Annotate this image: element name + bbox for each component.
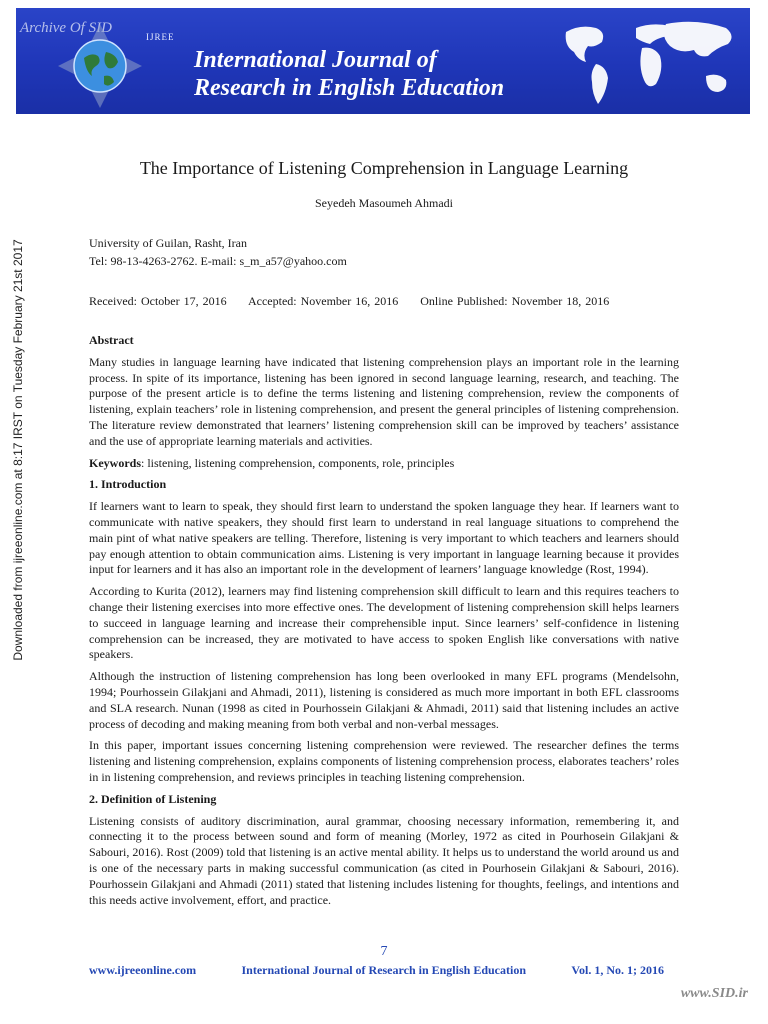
received-date: Received: October 17, 2016 [89, 294, 227, 308]
sid-watermark: www.SID.ir [680, 986, 748, 1001]
keywords-list: : listening, listening comprehension, components, role, principles [141, 455, 455, 470]
paragraph: If learners want to learn to speak, they should first learn to understand the spoken language they hear. If learners want to communicate with native speakers, they should first learn to understand in real language situations to comprehend the main pint of what native speakers are telling. Therefore, listening is very important to which teachers and learners should pay enough attention to obtain communication aims. Listening is very important in language learning because it provides input for learners and it has also an important role in the development of learners’ language knowledge (Rost, 1994). [89, 499, 679, 577]
accepted-date: Accepted: November 16, 2016 [247, 294, 399, 308]
section-heading-definition: 2. Definition of Listening [89, 791, 217, 806]
paragraph: Although the instruction of listening comprehension has long been overlooked in many EFL programs (Mendelsohn, 1994; Pourhossein Gilakjani and Ahmadi, 2011), listening is considered as much more important in both EFL classrooms and SLA research. Nunan (1998 as cited in Pourhossein Gilakjani & Ahmadi, 2011) said that listening includes an active process of decoding and making meaning from both verbal and non-verbal messages. [89, 669, 679, 731]
globe-logo-icon [56, 22, 144, 110]
page-number: 7 [380, 944, 388, 959]
article-author: Seyedeh Masoumeh Ahmadi [315, 196, 453, 210]
affiliation: University of Guilan, Rasht, Iran [89, 236, 247, 250]
section-heading-introduction: 1. Introduction [89, 477, 167, 492]
paragraph: In this paper, important issues concerning listening comprehension were reviewed. The researcher defines the terms listening and listening comprehension, explains components of listening comprehension process, elaborates teachers’ roles in in listening comprehension, and reviews principles in teaching listening comprehension. [89, 738, 679, 784]
journal-title [194, 46, 504, 102]
keywords [89, 456, 679, 472]
keywords-label: Keywords [89, 455, 141, 470]
journal-title-line2: Research in English Education [194, 75, 505, 101]
page-footer [89, 963, 664, 978]
journal-banner [16, 8, 750, 114]
archive-watermark: Archive Of SID [20, 20, 112, 36]
abstract-heading: Abstract [89, 333, 134, 347]
footer-website[interactable]: www.ijreeonline.com [89, 963, 197, 977]
journal-title-line1: International Journal of [194, 47, 437, 73]
ijree-logo-letters: IJREE [146, 32, 175, 42]
world-map-icon [556, 14, 746, 110]
paragraph: According to Kurita (2012), learners may find listening comprehension skill difficult to learn and this requires teachers to change their listening exercises into more effective ones. The development of listening comprehension skill helps learners to succeed in language learning and increase their comprehensible input. Since learners’ self-confidence in listening comprehension can be increased, they are motivated to have access to spoken English like conversations with native speakers. [89, 584, 679, 662]
footer-journal: International Journal of Research in English Education [241, 963, 526, 977]
abstract-text: Many studies in language learning have indicated that listening comprehension plays an important role in the learning process. In spite of its importance, listening has been ignored in second language learning, research, and teaching. The purpose of the present article is to define the terms listening and listening comprehension, review the components of listening, explain teachers’ role in listening comprehension, and present the general principles of listening comprehension. The literature review demonstrated that learners’ listening comprehension skill can be improved by teachers’ assistance and the use of appropriate learning materials and activities. [89, 354, 679, 448]
author-affiliation-block [89, 234, 347, 270]
published-date: Online Published: November 18, 2016 [420, 294, 610, 308]
article-title: The Importance of Listening Comprehension in Language Learning [139, 158, 629, 178]
download-sidebar [8, 210, 28, 690]
footer-volume: Vol. 1, No. 1; 2016 [571, 963, 664, 977]
download-note: Downloaded from ijreeonline.com at 8:17 IRST on Tuesday February 21st 2017 [11, 239, 25, 661]
paragraph: Listening consists of auditory discrimination, aural grammar, choosing necessary information, remembering it, and connecting it to the process between sound and form of meaning (Morley, 1972 as cited in Pourhosein Gilakjani & Sabouri, 2016). Rost (2009) told that listening is an active mental ability. It helps us to understand the world around us and is one of the necessary parts in making successful communication (as cited in Pourhosein Gilakjani & Sabouri, 2016). Pourhossein Gilakjani and Ahmadi (2011) stated that listening includes listening for thoughts, feelings, and intentions and this needs active involvement, effort, and practice. [89, 813, 679, 907]
publication-dates [89, 294, 627, 309]
article-body [89, 333, 679, 914]
contact-info: Tel: 98-13-4263-2762. E-mail: s_m_a57@yahoo.com [89, 254, 347, 268]
